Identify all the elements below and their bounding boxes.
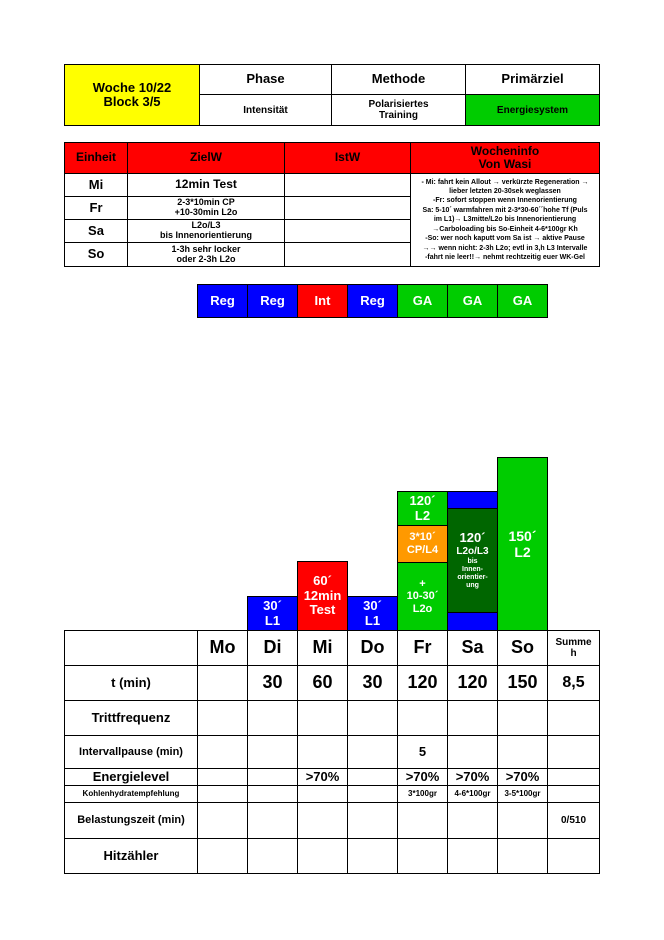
unit-day-mi: Mi bbox=[64, 173, 128, 197]
table-sum-belastungszeit-min: 0/510 bbox=[547, 802, 600, 839]
istw-header: IstW bbox=[284, 142, 411, 174]
table-cell-hitz-hler-mo[interactable] bbox=[197, 838, 248, 874]
sum-header: Summe h bbox=[547, 630, 600, 666]
method-header: Methode bbox=[331, 64, 466, 95]
table-cell-kohlenhydratempfehlung-so: 3-5*100gr bbox=[497, 785, 548, 803]
table-cell-t-min-sa: 120 bbox=[447, 665, 498, 701]
table-cell-intervallpause-min-di[interactable] bbox=[247, 735, 298, 769]
table-cell-hitz-hler-di[interactable] bbox=[247, 838, 298, 874]
table-cell-belastungszeit-min-do[interactable] bbox=[347, 802, 398, 839]
goal-value: Energiesystem bbox=[465, 94, 600, 126]
wocheninfo-text: - Mi: fahrt kein Allout → verkürzte Regeneration → lieber letzten 20-30sek weglassen -Fr: sofort stoppen wenn Innenorientierung Sa: 5-10´ warmfahren mit 2-3*30-60´´hohe Tf (Puls im L1)→ L3mitte/L2o bis Innenorientierung →Carboloading bis So-Einheit 4-6*100gr Kh -So: wer noch kaputt vom Sa ist → aktive Pause →→ wenn nicht: 2-3h L2o; evtl in 3,h L3 Intervalle -fahrt nie leer!!→ nehmt rechtzeitig euer WK-Gel bbox=[410, 173, 600, 267]
unit-zielw-so: 1-3h sehr locker oder 2-3h L2o bbox=[127, 242, 285, 267]
table-cell-t-min-do: 30 bbox=[347, 665, 398, 701]
table-cell-hitz-hler-sa[interactable] bbox=[447, 838, 498, 874]
phase-value: Intensität bbox=[199, 94, 332, 126]
table-sum-hitz-hler bbox=[547, 838, 600, 874]
week-block-cell bbox=[64, 64, 200, 126]
unit-zielw-fr: 2-3*10min CP +10-30min L2o bbox=[127, 196, 285, 220]
table-cell-belastungszeit-min-sa[interactable] bbox=[447, 802, 498, 839]
table-cell-kohlenhydratempfehlung-mo[interactable] bbox=[197, 785, 248, 803]
row-label-trittfrequenz: Trittfrequenz bbox=[64, 700, 198, 736]
row-label-kohlenhydratempfehlung: Kohlenhydratempfehlung bbox=[64, 785, 198, 803]
table-cell-kohlenhydratempfehlung-sa: 4-6*100gr bbox=[447, 785, 498, 803]
unit-istw-mi[interactable] bbox=[284, 173, 411, 197]
table-cell-trittfrequenz-so[interactable] bbox=[497, 700, 548, 736]
bar-fr-low: + 10-30´ L2o bbox=[397, 562, 448, 631]
row-label-t-min: t (min) bbox=[64, 665, 198, 701]
phase-header: Phase bbox=[199, 64, 332, 95]
table-cell-intervallpause-min-mi[interactable] bbox=[297, 735, 348, 769]
table-cell-kohlenhydratempfehlung-do[interactable] bbox=[347, 785, 398, 803]
table-cell-hitz-hler-so[interactable] bbox=[497, 838, 548, 874]
table-sum-kohlenhydratempfehlung bbox=[547, 785, 600, 803]
bar-sa-top bbox=[447, 491, 498, 509]
strip-reg-2: Reg bbox=[247, 284, 298, 318]
table-cell-energielevel-so: >70% bbox=[497, 768, 548, 786]
table-cell-trittfrequenz-mo[interactable] bbox=[197, 700, 248, 736]
row-label-intervallpause-min: Intervallpause (min) bbox=[64, 735, 198, 769]
table-cell-t-min-fr: 120 bbox=[397, 665, 448, 701]
table-cell-trittfrequenz-mi[interactable] bbox=[297, 700, 348, 736]
bar-fr-top: 120´ L2 bbox=[397, 491, 448, 526]
strip-ga-2: GA bbox=[447, 284, 498, 318]
bar-sa-mid: 120´ L2o/L3 bis Innen- orientier- ung bbox=[447, 508, 498, 613]
day-so: So bbox=[497, 630, 548, 666]
table-sum-energielevel bbox=[547, 768, 600, 786]
table-cell-kohlenhydratempfehlung-fr: 3*100gr bbox=[397, 785, 448, 803]
table-cell-t-min-mi: 60 bbox=[297, 665, 348, 701]
table-cell-t-min-mo[interactable] bbox=[197, 665, 248, 701]
table-cell-energielevel-di[interactable] bbox=[247, 768, 298, 786]
strip-ga-1: GA bbox=[397, 284, 448, 318]
table-cell-trittfrequenz-fr[interactable] bbox=[397, 700, 448, 736]
einheit-header: Einheit bbox=[64, 142, 128, 174]
table-cell-t-min-so: 150 bbox=[497, 665, 548, 701]
table-cell-energielevel-do[interactable] bbox=[347, 768, 398, 786]
table-cell-hitz-hler-mi[interactable] bbox=[297, 838, 348, 874]
bar-do: 30´ L1 bbox=[347, 596, 398, 631]
strip-ga-3: GA bbox=[497, 284, 548, 318]
unit-istw-sa[interactable] bbox=[284, 219, 411, 243]
wocheninfo-header: Wocheninfo Von Wasi bbox=[410, 142, 600, 174]
unit-istw-fr[interactable] bbox=[284, 196, 411, 220]
method-value: Polarisiertes Training bbox=[331, 94, 466, 126]
day-mi: Mi bbox=[297, 630, 348, 666]
table-sum-t-min: 8,5 bbox=[547, 665, 600, 701]
week-label: Woche 10/22 bbox=[92, 79, 172, 95]
row-label-belastungszeit-min: Belastungszeit (min) bbox=[64, 802, 198, 839]
table-cell-intervallpause-min-so[interactable] bbox=[497, 735, 548, 769]
table-cell-hitz-hler-fr[interactable] bbox=[397, 838, 448, 874]
bar-so: 150´ L2 bbox=[497, 457, 548, 631]
day-fr: Fr bbox=[397, 630, 448, 666]
table-cell-trittfrequenz-do[interactable] bbox=[347, 700, 398, 736]
table-cell-kohlenhydratempfehlung-di[interactable] bbox=[247, 785, 298, 803]
day-mo: Mo bbox=[197, 630, 248, 666]
table-cell-energielevel-fr: >70% bbox=[397, 768, 448, 786]
unit-istw-so[interactable] bbox=[284, 242, 411, 267]
table-cell-energielevel-mi: >70% bbox=[297, 768, 348, 786]
unit-day-fr: Fr bbox=[64, 196, 128, 220]
table-cell-trittfrequenz-sa[interactable] bbox=[447, 700, 498, 736]
unit-zielw-mi: 12min Test bbox=[127, 173, 285, 197]
strip-int: Int bbox=[297, 284, 348, 318]
table-cell-trittfrequenz-di[interactable] bbox=[247, 700, 298, 736]
table-cell-energielevel-mo[interactable] bbox=[197, 768, 248, 786]
unit-zielw-sa: L2o/L3 bis Innenorientierung bbox=[127, 219, 285, 243]
table-cell-energielevel-sa: >70% bbox=[447, 768, 498, 786]
table-cell-intervallpause-min-sa[interactable] bbox=[447, 735, 498, 769]
bar-mi: 60´ 12min Test bbox=[297, 561, 348, 631]
day-di: Di bbox=[247, 630, 298, 666]
row-label-hitz-hler: Hitzähler bbox=[64, 838, 198, 874]
table-cell-kohlenhydratempfehlung-mi[interactable] bbox=[297, 785, 348, 803]
day-do: Do bbox=[347, 630, 398, 666]
block-label: Block 3/5 bbox=[103, 94, 161, 109]
table-cell-belastungszeit-min-di[interactable] bbox=[247, 802, 298, 839]
table-cell-intervallpause-min-fr: 5 bbox=[397, 735, 448, 769]
strip-reg-3: Reg bbox=[347, 284, 398, 318]
bar-di: 30´ L1 bbox=[247, 596, 298, 631]
table-cell-belastungszeit-min-mi[interactable] bbox=[297, 802, 348, 839]
day-sa: Sa bbox=[447, 630, 498, 666]
strip-reg-1: Reg bbox=[197, 284, 248, 318]
table-sum-intervallpause-min bbox=[547, 735, 600, 769]
table-cell-t-min-di: 30 bbox=[247, 665, 298, 701]
unit-day-so: So bbox=[64, 242, 128, 267]
goal-header: Primärziel bbox=[465, 64, 600, 95]
table-cell-belastungszeit-min-so[interactable] bbox=[497, 802, 548, 839]
unit-day-sa: Sa bbox=[64, 219, 128, 243]
table-corner bbox=[64, 630, 198, 666]
table-cell-belastungszeit-min-mo[interactable] bbox=[197, 802, 248, 839]
table-cell-intervallpause-min-do[interactable] bbox=[347, 735, 398, 769]
table-cell-hitz-hler-do[interactable] bbox=[347, 838, 398, 874]
row-label-energielevel: Energielevel bbox=[64, 768, 198, 786]
table-cell-belastungszeit-min-fr[interactable] bbox=[397, 802, 448, 839]
table-cell-intervallpause-min-mo[interactable] bbox=[197, 735, 248, 769]
bar-fr-mid: 3*10´ CP/L4 bbox=[397, 525, 448, 563]
bar-sa-bottom bbox=[447, 612, 498, 631]
table-sum-trittfrequenz bbox=[547, 700, 600, 736]
zielw-header: ZielW bbox=[127, 142, 285, 174]
